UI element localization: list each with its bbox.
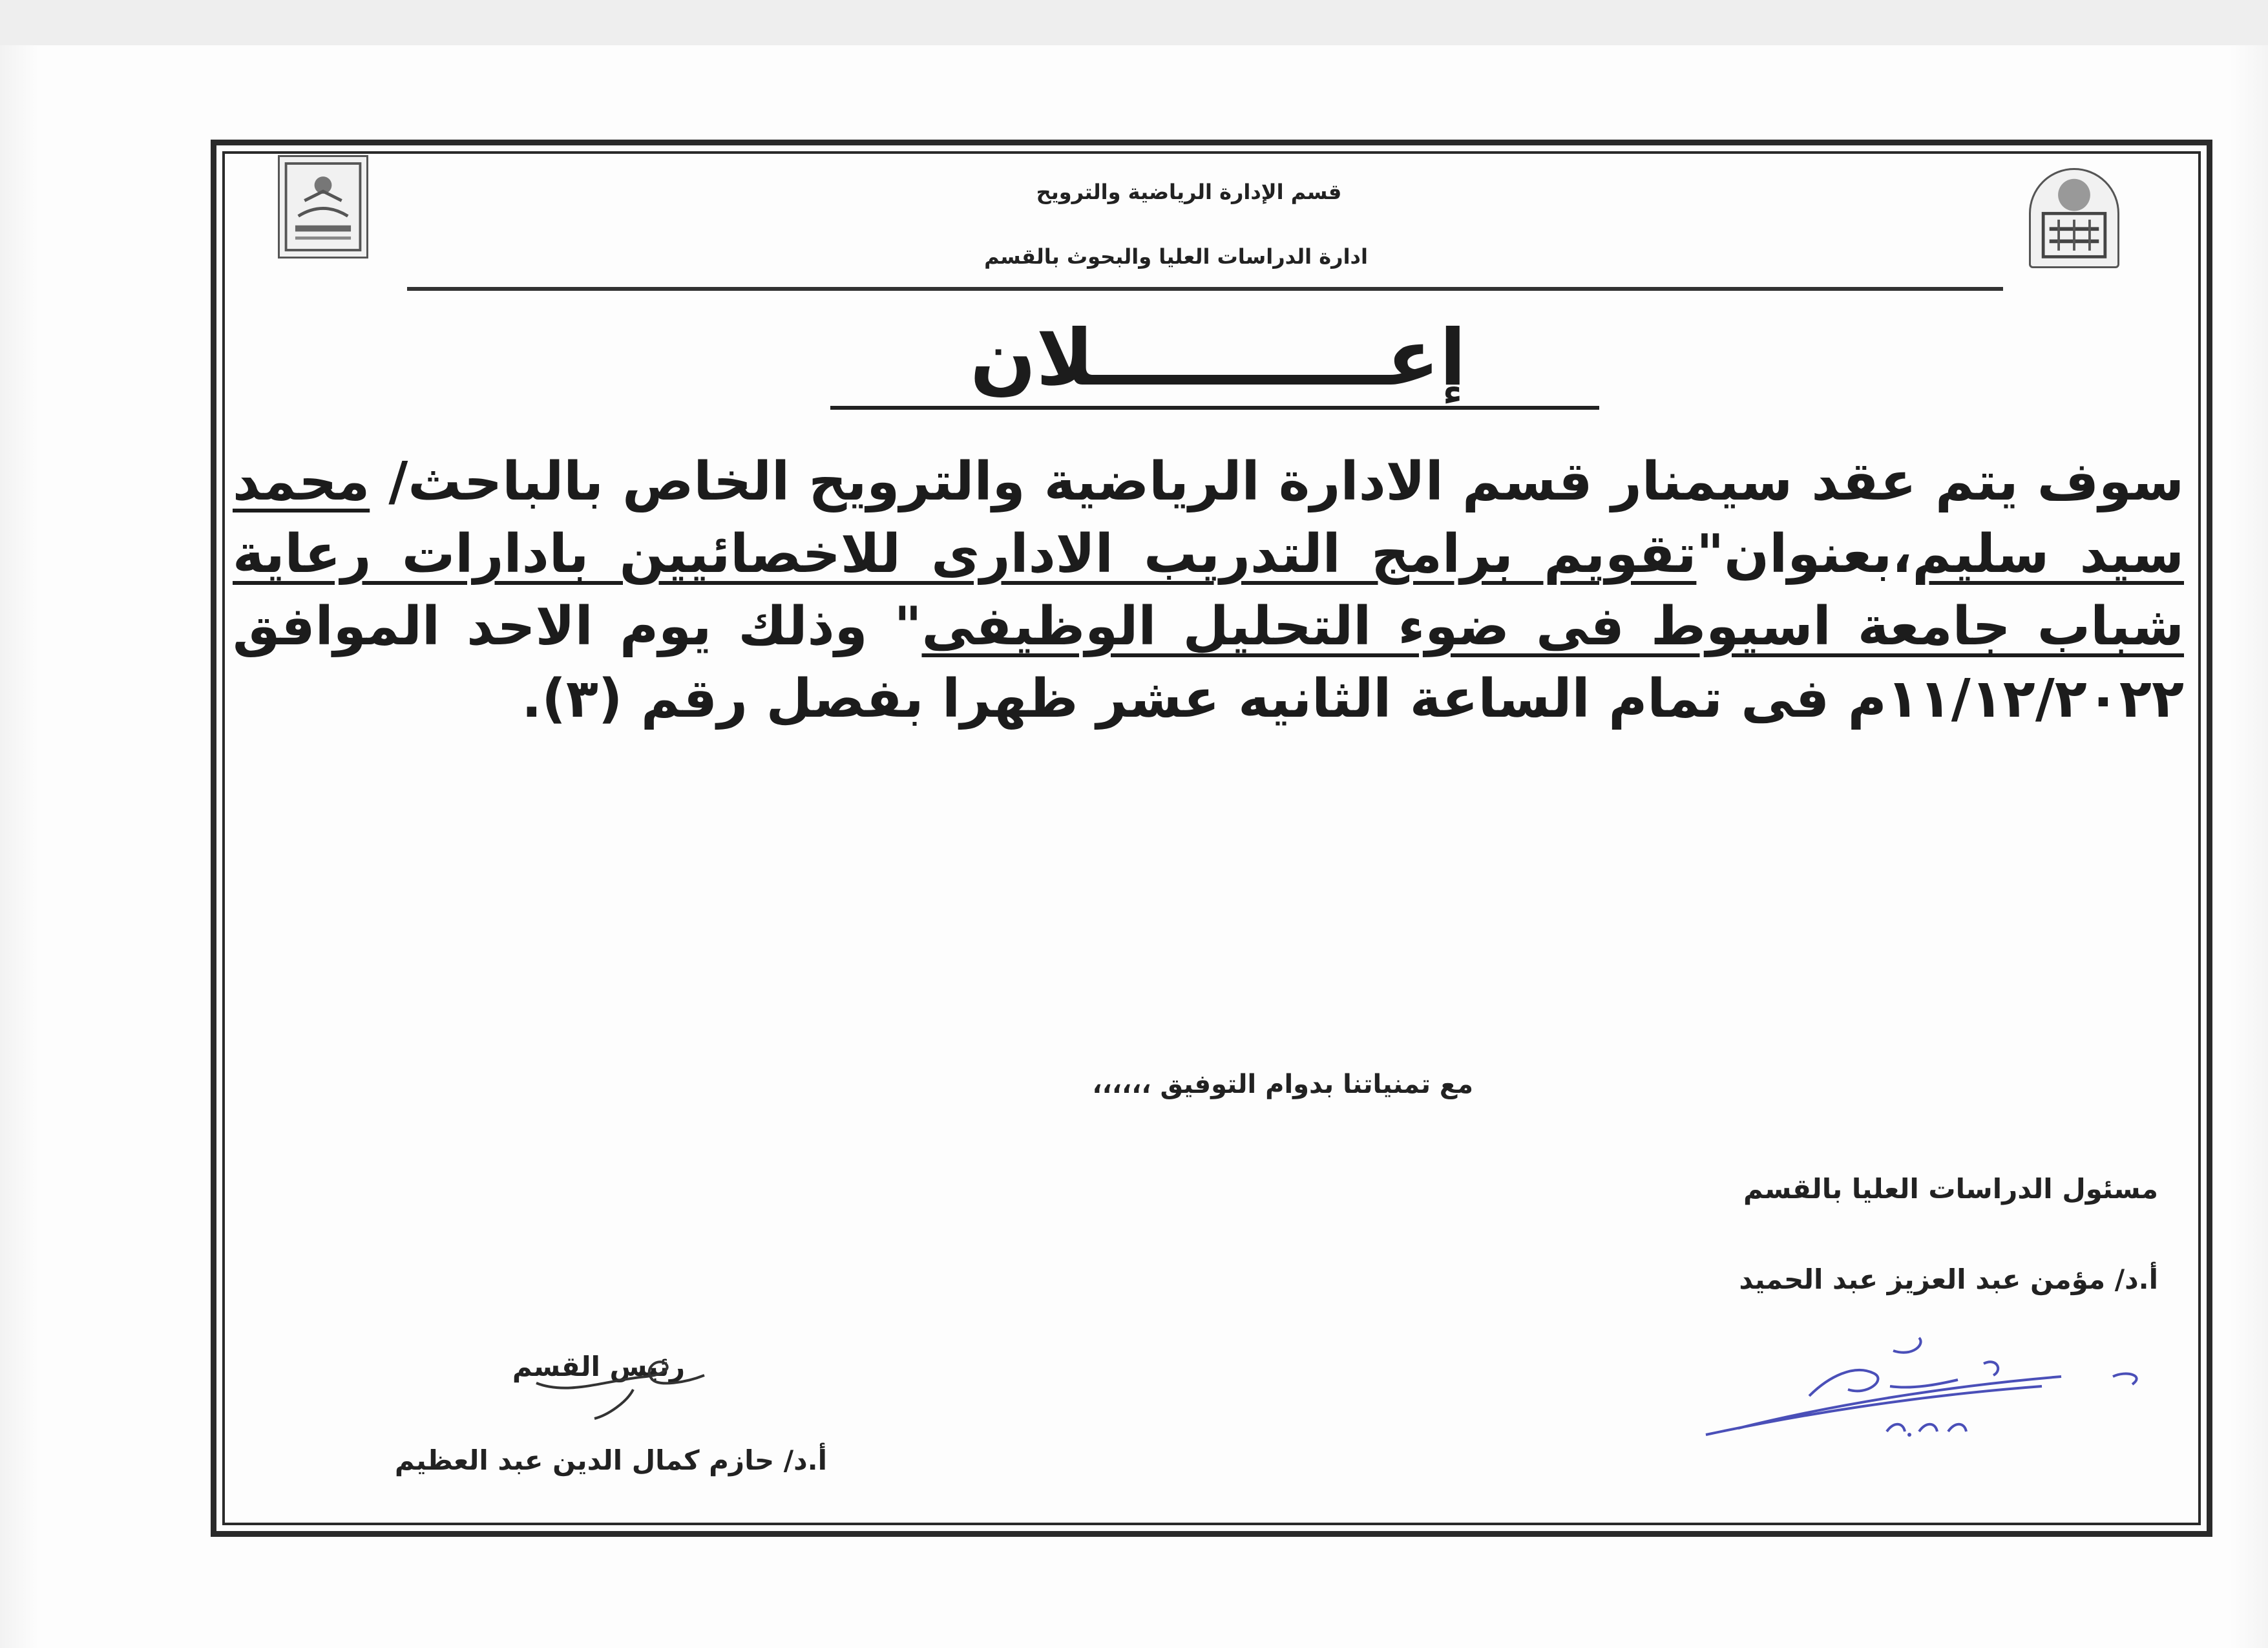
department-head-name: أ.د/ حازم كمال الدين عبد العظيم	[394, 1444, 827, 1476]
grad-officer-name: أ.د/ مؤمن عبد العزيز عبد الحميد	[1739, 1263, 2158, 1295]
thesis-title: تقويم برامج التدريب الادارى للاخصائيين بادارات رعاية شباب جامعة اسيوط فى ضوء التحليل الوظيفى	[233, 523, 2184, 657]
closing-wishes: مع تمنياتنا بدوام التوفيق ،،،،،،	[1092, 1070, 1473, 1099]
announcement-body	[233, 446, 2184, 735]
body-part-1: سوف يتم عقد سيمنار قسم الادارة الرياضية والترويح الخاص بالباحث/	[370, 451, 2184, 512]
announcement-title: إعـــــــــــلان	[970, 313, 1466, 403]
faculty-logo-icon	[278, 155, 368, 259]
body-part-2: ،بعنوان"	[1696, 523, 1913, 585]
department-head-title: رئيس القسم	[512, 1351, 685, 1382]
faculty-logo-graphic	[280, 157, 366, 257]
researcher-name: محمد سيد سليم	[233, 451, 2184, 585]
university-logo-graphic	[2031, 170, 2117, 266]
department-head-signature	[530, 1344, 724, 1422]
university-logo-icon	[2029, 168, 2119, 268]
department-name: قسم الإدارة الرياضية والترويح	[1036, 180, 1342, 204]
grad-officer-title: مسئول الدراسات العليا بالقسم	[1743, 1173, 2158, 1205]
body-part-3: " وذلك يوم الاحد الموافق ١١/١٢/٢٠٢٢م فى تمام الساعة الثانيه عشر ظهرا بفصل رقم (٣).	[233, 596, 2184, 730]
title-underline	[830, 406, 1599, 410]
graduate-office-name: ادارة الدراسات العليا والبحوث بالقسم	[984, 244, 1368, 269]
scan-edge	[0, 0, 2268, 45]
header-divider	[407, 287, 2003, 291]
grad-officer-signature	[1699, 1325, 2190, 1448]
